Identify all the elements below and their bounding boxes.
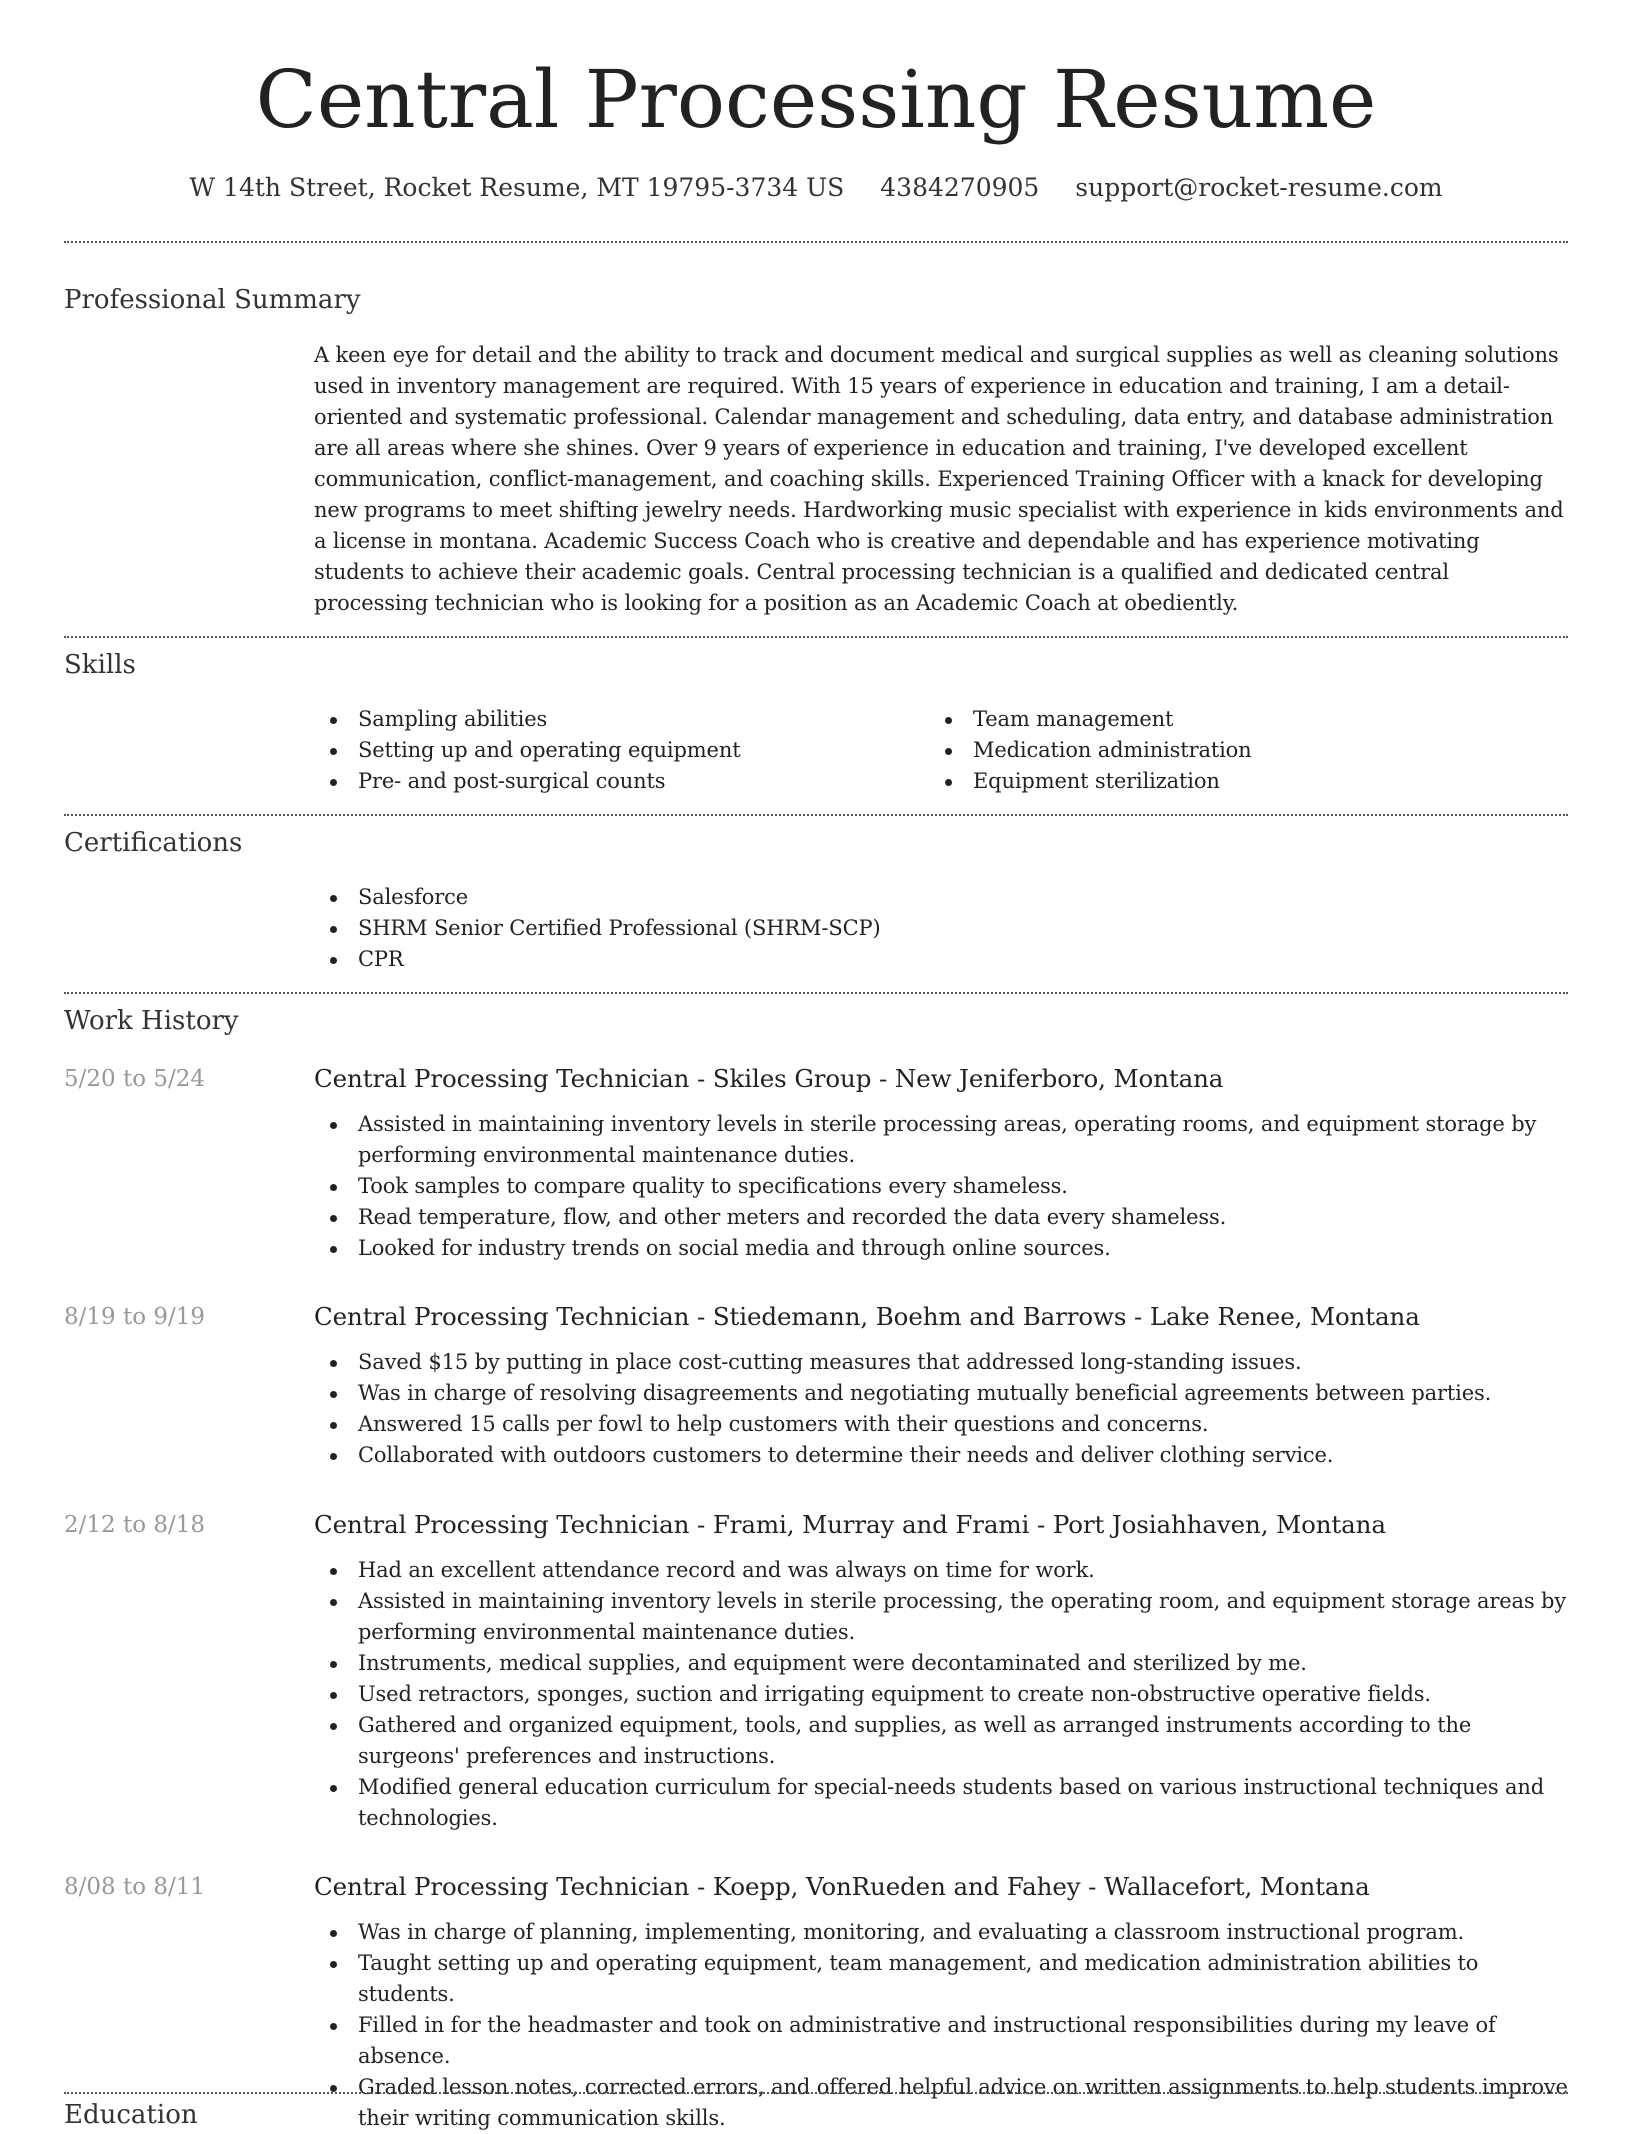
job-bullet: Saved $15 by putting in place cost-cutting measures that addressed long-standing issues. (314, 1347, 1568, 1378)
job-bullet: Taught setting up and operating equipment, team management, and medication administration abilities to students. (314, 1948, 1568, 2010)
certification-item: SHRM Senior Certified Professional (SHRM-SCP) (314, 913, 1568, 944)
job-dates: 8/19 to 9/19 (64, 1304, 206, 1330)
job-bullet: Was in charge of planning, implementing, monitoring, and evaluating a classroom instructional program. (314, 1917, 1568, 1948)
divider (64, 636, 1568, 638)
divider (64, 241, 1568, 243)
divider (64, 814, 1568, 816)
skill-item: Medication administration (929, 735, 1544, 766)
skills-column-right (929, 704, 1544, 797)
job-bullet: Filled in for the headmaster and took on administrative and instructional responsibilities during my leave of absence. (314, 2010, 1568, 2072)
job-entry (314, 1508, 1568, 1834)
job-dates: 2/12 to 8/18 (64, 1512, 206, 1538)
certification-item: Salesforce (314, 882, 1568, 913)
job-bullet: Was in charge of resolving disagreements and negotiating mutually beneficial agreements between parties. (314, 1378, 1568, 1409)
job-bullet: Answered 15 calls per fowl to help customers with their questions and concerns. (314, 1409, 1568, 1440)
job-bullet: Collaborated with outdoors customers to determine their needs and deliver clothing service. (314, 1440, 1568, 1471)
skill-item: Team management (929, 704, 1544, 735)
job-bullet: Read temperature, flow, and other meters and recorded the data every shameless. (314, 1202, 1568, 1233)
contact-line (64, 170, 1568, 206)
skill-item: Sampling abilities (314, 704, 929, 735)
page-title: Central Processing Resume (255, 53, 1377, 146)
skills-list (314, 704, 1568, 797)
job-bullet: Modified general education curriculum for special-needs students based on various instructional techniques and technologies. (314, 1772, 1568, 1834)
job-bullet: Graded lesson notes, corrected errors, and offered helpful advice on written assignments to help students improve their writing communication skills. (314, 2072, 1568, 2134)
job-title: Central Processing Technician - Stiedemann, Boehm and Barrows - Lake Renee, Montana (314, 1302, 1420, 1331)
section-title-certifications: Certifications (64, 828, 243, 858)
section-title-education: Education (64, 2100, 198, 2130)
job-entry (314, 1062, 1568, 1264)
job-bullet: Had an excellent attendance record and was always on time for work. (314, 1555, 1568, 1586)
job-title: Central Processing Technician - Skiles Group - New Jeniferboro, Montana (314, 1064, 1224, 1093)
job-bullet: Instruments, medical supplies, and equipment were decontaminated and sterilized by me. (314, 1648, 1568, 1679)
section-title-summary: Professional Summary (64, 285, 361, 315)
summary-text: A keen eye for detail and the ability to track and document medical and surgical supplies as well as cleaning solutions used in inventory management are required. With 15 years of experience in education and training, I am a detail-oriented and systematic professional. Calendar management and scheduling, data entry, and database administration are all areas where she shines. Over 9 years of experience in education and training, I've developed excellent communication, conflict-management, and coaching skills. Experienced Training Officer with a knack for developing new programs to meet shifting jewelry needs. Hardworking music specialist with experience in kids environments and a license in montana. Academic Success Coach who is creative and dependable and has experience motivating students to achieve their academic goals. Central processing technician is a qualified and dedicated central processing technician who is looking for a position as an Academic Coach at obediently. (314, 343, 1564, 615)
skill-item: Setting up and operating equipment (314, 735, 929, 766)
section-title-skills: Skills (64, 650, 136, 680)
certification-item: CPR (314, 944, 1568, 975)
job-bullet: Assisted in maintaining inventory levels in sterile processing, the operating room, and equipment storage areas by performing environmental maintenance duties. (314, 1586, 1568, 1648)
contact-address: W 14th Street, Rocket Resume, MT 19795-3734 US (189, 173, 845, 202)
job-bullet: Gathered and organized equipment, tools, and supplies, as well as arranged instruments according to the surgeons' preferences and instructions. (314, 1710, 1568, 1772)
skill-item: Equipment sterilization (929, 766, 1544, 797)
job-entry (314, 1870, 1568, 2134)
contact-email: support@rocket-resume.com (1075, 173, 1443, 202)
job-bullet: Took samples to compare quality to specifications every shameless. (314, 1171, 1568, 1202)
divider (64, 992, 1568, 994)
job-title: Central Processing Technician - Frami, Murray and Frami - Port Josiahhaven, Montana (314, 1510, 1386, 1539)
job-dates: 5/20 to 5/24 (64, 1066, 206, 1092)
certifications-list (314, 882, 1568, 975)
job-entry (314, 1300, 1568, 1471)
skills-column-left (314, 704, 929, 797)
divider (64, 2092, 1568, 2094)
job-title: Central Processing Technician - Koepp, VonRueden and Fahey - Wallacefort, Montana (314, 1872, 1370, 1901)
section-title-work-history: Work History (64, 1006, 239, 1036)
contact-phone: 4384270905 (880, 173, 1040, 202)
job-bullet: Used retractors, sponges, suction and irrigating equipment to create non-obstructive operative fields. (314, 1679, 1568, 1710)
job-dates: 8/08 to 8/11 (64, 1874, 206, 1900)
skill-item: Pre- and post-surgical counts (314, 766, 929, 797)
job-bullet: Assisted in maintaining inventory levels in sterile processing areas, operating rooms, and equipment storage by performing environmental maintenance duties. (314, 1109, 1568, 1171)
job-bullet: Looked for industry trends on social media and through online sources. (314, 1233, 1568, 1264)
